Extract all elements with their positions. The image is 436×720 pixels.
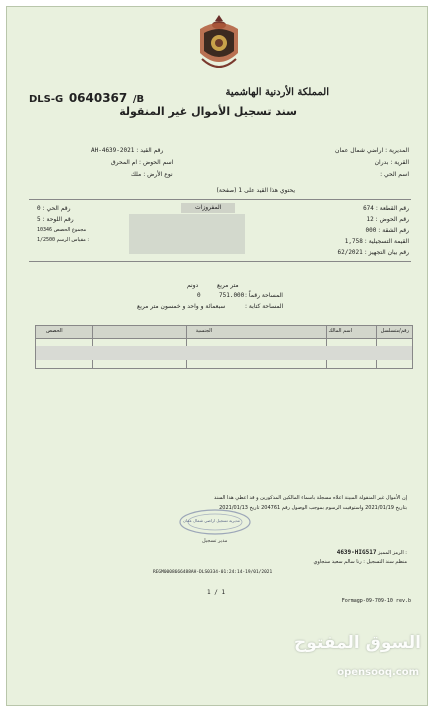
directorate-stamp (177, 507, 253, 537)
redacted-box (129, 214, 245, 254)
area-digits-label: المساحة رقماً : (245, 292, 283, 299)
distinguishing-code (337, 549, 407, 557)
parcel-value: 62/2021 (337, 249, 363, 256)
info-label: المديرية : (385, 147, 409, 154)
parcel-value: 10346 (37, 227, 53, 233)
clerk-signature-label: مدير تسجيل (202, 538, 228, 544)
deed-organizer: منظم سند التسجيل : رنا سالم سعيد سنجاوي (313, 559, 407, 565)
parcel-right-2 (366, 227, 409, 235)
info-label: رقم القيد : (136, 147, 164, 154)
parcel-left-2 (37, 227, 86, 234)
kingdom-name: المملكة الأردنية الهاشمية (225, 87, 329, 98)
serial-number: 0640367 (68, 91, 128, 105)
info-entry-number (91, 147, 163, 155)
info-label: نوع الأرض : (143, 171, 173, 178)
area-words-value: سبعمائة و واحد و خمسون متر مربع (137, 303, 226, 310)
serial-prefix: DLS-G (29, 94, 64, 105)
parcel-label: رقم بيان التجهيز : (364, 249, 409, 256)
coat-of-arms-emblem (194, 13, 244, 77)
info-label: اسم الحوض : (139, 159, 174, 166)
page-number: 1 / 1 (207, 589, 226, 596)
parcel-value: 12 (366, 216, 374, 223)
parcel-right-0 (363, 205, 409, 213)
parcel-right-1 (367, 216, 409, 224)
area-header-m2: متر مربع (217, 282, 239, 289)
area-words-label: المساحة كتابة : (245, 303, 284, 310)
watermark-logo (294, 623, 425, 693)
info-value: 2021-AH-4639 (91, 147, 135, 154)
parcel-label: القيمة التسجيلية : (364, 238, 409, 245)
serial-suffix: /B (132, 94, 145, 105)
owners-header-shares: الحصص (46, 328, 63, 334)
area-header-dunum: دونم (187, 282, 199, 289)
info-value: ملك (131, 171, 142, 178)
owners-header-serial: رقم/متسلسل (380, 328, 409, 334)
info-neighborhood (380, 171, 409, 179)
parcel-right-4 (337, 249, 409, 257)
parcel-label: رقم الحي : (42, 205, 71, 212)
parcel-left-0 (37, 205, 71, 213)
stamp-text: مديرية تسجيل اراضي شمال عمان (183, 518, 240, 523)
parcel-value: 000 (365, 227, 377, 234)
info-value: اراضي شمال عمان (335, 147, 384, 154)
code-value: 4639-HIG517 (336, 549, 377, 556)
contains-pages-line: يحتوي هذا القيد على 1 (صفحة) (216, 187, 295, 194)
watermark-latin: opensooq.com (337, 667, 419, 678)
watermark-arabic: السوق المفتوح (294, 633, 421, 653)
parcel-label: رقم اللوحة : (42, 216, 74, 223)
deed-paper (6, 6, 428, 706)
reference-code: REGM0008666488AH-DLS0334-01:24:14-19/01/2021 (153, 570, 273, 575)
info-value: بدران (374, 159, 389, 166)
area-digits-m2: 751.000 (219, 292, 245, 299)
registration-statement-1: إن الأموال غير المنقولة المبينة اعلاه مسجلة باسماء المالكين المذكورين و قد اعطي هذا السند (213, 495, 407, 501)
form-number: Formagp-09-709-10 rev.b (341, 598, 411, 604)
parcel-label: مقياس الرسم : (56, 237, 90, 243)
parcel-value: 0 (37, 205, 41, 212)
parcel-left-1 (37, 216, 74, 224)
parcel-value: 1,758 (344, 238, 363, 245)
parcel-label: رقم الحوض : (375, 216, 409, 223)
info-village (375, 159, 409, 167)
owners-header-name: اسم المالك (328, 328, 352, 334)
parcel-label: رقم القطعة : (375, 205, 409, 212)
owners-header-nationality: الجنسية (195, 328, 212, 334)
parcel-right-3 (345, 238, 409, 246)
parcel-label: رقم الشقة : (378, 227, 409, 234)
parcel-value: 5 (37, 216, 41, 223)
code-label: الرمز المميز : (378, 550, 407, 556)
info-directorate (335, 147, 409, 155)
info-land-type (131, 171, 173, 179)
registration-statement-2: بتاريخ 2021/01/19 واستوفيت الرسوم بموجب الوصول رقم 204761 تاريخ 2021/01/13 (219, 505, 407, 511)
parcel-value: 1/2500 (37, 237, 56, 243)
info-basin-name (111, 159, 173, 167)
parcel-value: 674 (363, 205, 374, 212)
info-label: القرية : (390, 159, 409, 166)
info-value: ام المحرق (111, 159, 138, 166)
parcel-label: مجموع الحصص (53, 227, 87, 233)
sorted-portions-label: المفروزات (181, 203, 235, 213)
owners-table (35, 325, 413, 369)
redacted-owner-row (36, 346, 412, 360)
area-digits-dunum: 0 (197, 292, 201, 299)
parcel-left-3 (37, 237, 89, 244)
document-title: سند تسجيل الأموال غير المنقولة (119, 105, 297, 118)
info-label: اسم الحي : (380, 171, 409, 178)
